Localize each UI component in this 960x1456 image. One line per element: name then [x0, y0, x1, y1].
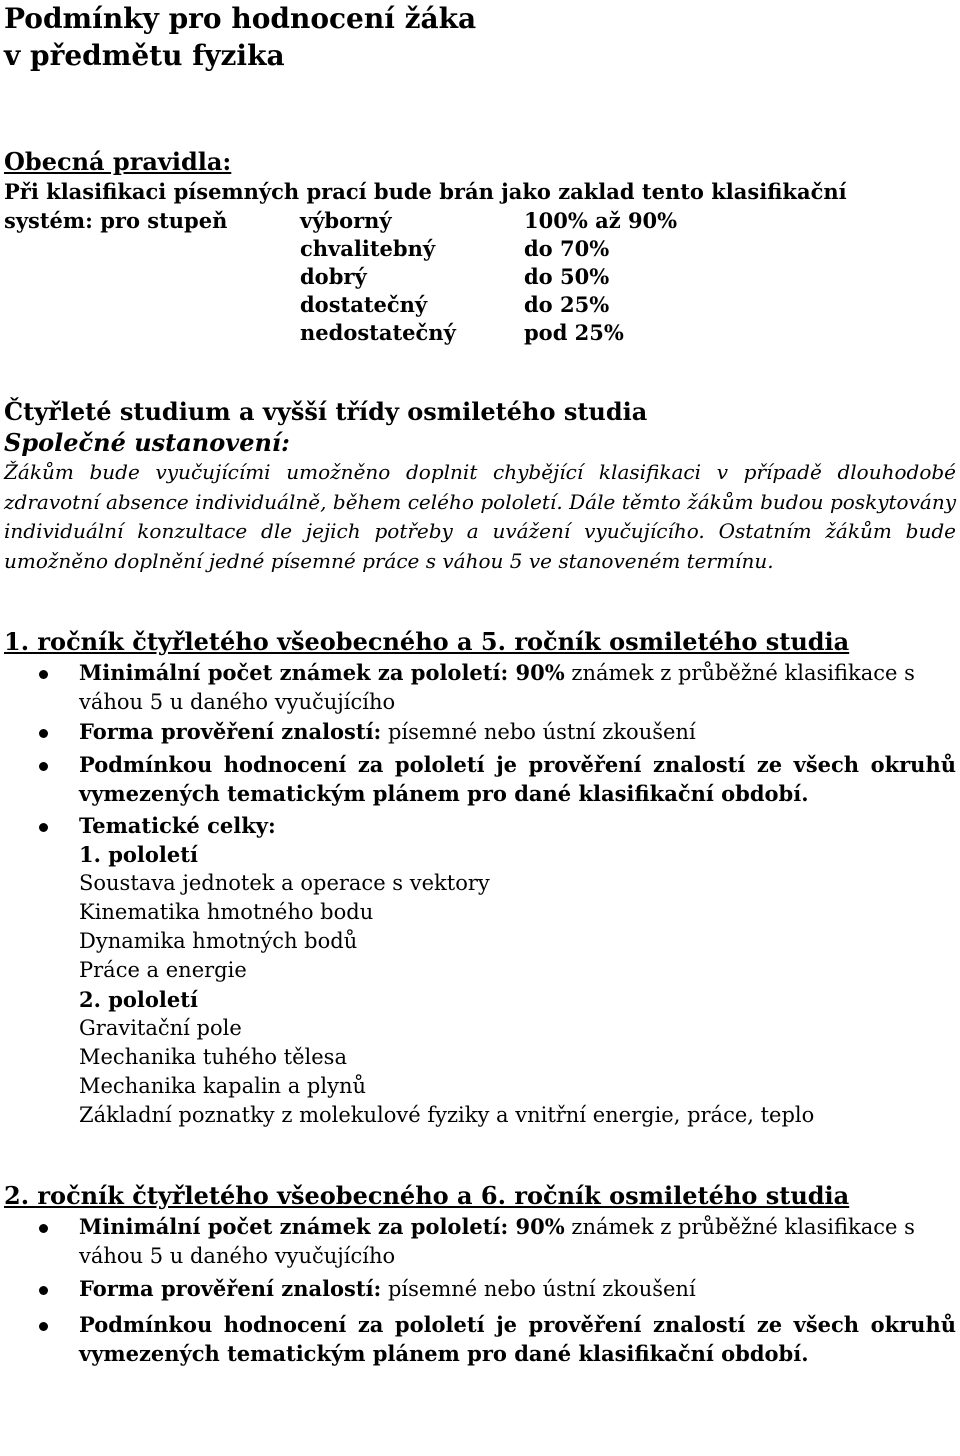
grade-intro-prefix: systém: pro stupeň: [4, 208, 228, 233]
list-item: [4, 811, 956, 1130]
common-provision-text: Žákům bude vyučujícími umožněno doplnit chybějící klasifikaci v případě dlouhodobé zdravotní absence individuálně, během celého pololetí. Dále těmto žákům budou poskytovány individuální konzultace dle jejich potřeby a uvážení vyučujícího. Ostatním žákům bude umožněno doplnění jedné písemné práce s váhou 5 ve stanoveném termínu.: [4, 460, 956, 573]
min-grades-label: Minimální počet známek za pololetí: 90%: [79, 1214, 565, 1239]
grade-scale-table: [4, 206, 956, 346]
grade-name: výborný: [300, 208, 392, 233]
exam-form-text: písemné nebo ústní zkoušení: [381, 1277, 696, 1301]
grade-range: do 50%: [524, 264, 610, 289]
bullet-icon: [39, 729, 48, 738]
topic-item: Dynamika hmotných bodů: [79, 929, 358, 953]
topics-label: Tematické celky:: [79, 813, 276, 838]
bullet-icon: [39, 670, 48, 679]
bullet-icon: [39, 1224, 48, 1233]
min-grades-text: známek z průběžné klasifikace s váhou 5 u daného vyučujícího: [79, 1215, 915, 1268]
topic-item: Mechanika kapalin a plynů: [79, 1074, 367, 1098]
semester-2-label: 2. pololetí: [79, 987, 198, 1012]
grade2-list: [4, 1212, 956, 1368]
general-intro-line-1: Při klasifikaci písemných prací bude brán jako zaklad tento klasifikační: [4, 179, 847, 204]
grade-row: [4, 318, 956, 346]
list-item: [4, 1310, 956, 1368]
topic-item: Základní poznatky z molekulové fyziky a vnitřní energie, práce, teplo: [79, 1103, 815, 1127]
evaluation-condition: Podmínkou hodnocení za pololetí je prověření znalostí ze všech okruhů vymezených tematickým plánem pro dané klasifikační období.: [79, 1312, 956, 1366]
grade-row: [4, 262, 956, 290]
topic-item: Práce a energie: [79, 958, 247, 982]
topic-item: Mechanika tuhého tělesa: [79, 1045, 347, 1069]
general-rules-heading: Obecná pravidla:: [4, 147, 232, 176]
list-item: [4, 750, 956, 808]
min-grades-text: známek z průběžné klasifikace s váhou 5 u daného vyučujícího: [79, 661, 915, 714]
list-item: [4, 1274, 956, 1304]
grade-range: 100% až 90%: [524, 208, 678, 233]
grade-range: pod 25%: [524, 320, 624, 345]
common-provision-heading: Společné ustanovení:: [4, 428, 290, 457]
grade-range: do 25%: [524, 292, 610, 317]
exam-form-text: písemné nebo ústní zkoušení: [381, 720, 696, 744]
bullet-icon: [39, 1322, 48, 1331]
list-item: [4, 1212, 956, 1271]
grade-row: [4, 234, 956, 262]
min-grades-label: Minimální počet známek za pololetí: 90%: [79, 660, 565, 685]
grade-range: do 70%: [524, 236, 610, 261]
title-line-2: v předmětu fyzika: [4, 39, 285, 72]
exam-form-label: Forma prověření znalostí:: [79, 719, 382, 744]
list-item: [4, 717, 956, 747]
semester-1-label: 1. pololetí: [79, 842, 198, 867]
topic-item: Gravitační pole: [79, 1016, 242, 1040]
grade-name: chvalitebný: [300, 236, 436, 261]
bullet-icon: [39, 1286, 48, 1295]
bullet-icon: [39, 762, 48, 771]
title-line-1: Podmínky pro hodnocení žáka: [4, 2, 477, 35]
grade-name: nedostatečný: [300, 320, 456, 345]
grade1-list: [4, 658, 956, 1130]
exam-form-label: Forma prověření znalostí:: [79, 1276, 382, 1301]
topic-item: Soustava jednotek a operace s vektory: [79, 871, 490, 895]
evaluation-condition: Podmínkou hodnocení za pololetí je prověření znalostí ze všech okruhů vymezených tematickým plánem pro dané klasifikační období.: [79, 752, 956, 806]
four-year-heading: Čtyřleté studium a vyšší třídy osmiletého studia: [4, 397, 648, 426]
grade-row: [4, 206, 956, 234]
grade2-heading: 2. ročník čtyřletého všeobecného a 6. ročník osmiletého studia: [4, 1181, 850, 1210]
grade-name: dostatečný: [300, 292, 428, 317]
grade-name: dobrý: [300, 264, 367, 289]
grade-row: [4, 290, 956, 318]
bullet-icon: [39, 823, 48, 832]
grade1-heading: 1. ročník čtyřletého všeobecného a 5. ročník osmiletého studia: [4, 627, 850, 656]
page-title: [4, 0, 956, 74]
topic-item: Kinematika hmotného bodu: [79, 900, 374, 924]
document-page: [4, 0, 956, 1368]
list-item: [4, 658, 956, 717]
